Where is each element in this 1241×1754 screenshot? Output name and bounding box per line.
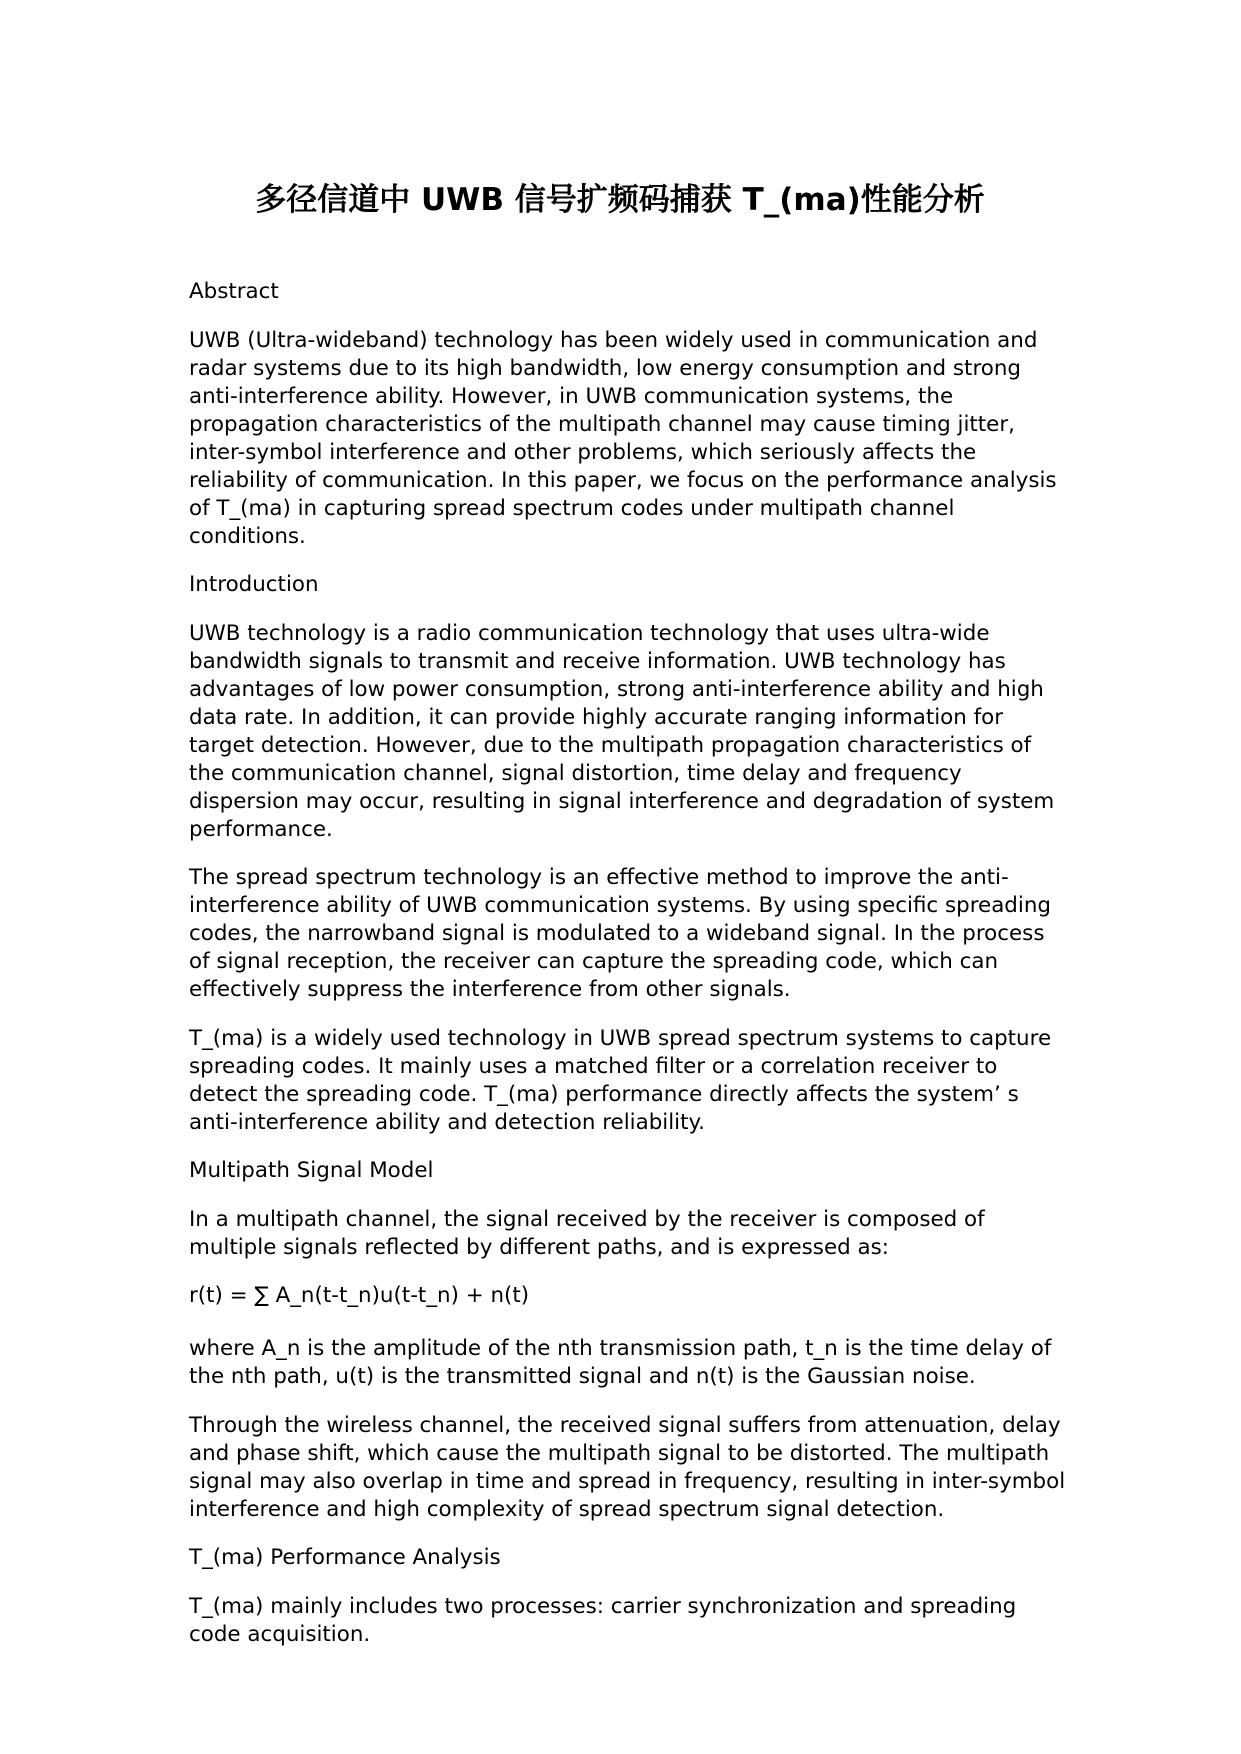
multipath-model-paragraph-2: where A_n is the amplitude of the nth transmission path, t_n is the time delay of the nth path, u(t) is the transmitted signal and n(t) is the Gaussian noise.	[189, 1336, 1052, 1389]
abstract-heading: Abstract	[189, 279, 279, 304]
introduction-heading: Introduction	[189, 572, 319, 597]
abstract-paragraph: UWB (Ultra-wideband) technology has been widely used in communication and radar systems due to its high bandwidth, low energy consumption and strong anti-interference ability. However, in UWB communication systems, the propagation characteristics of the multipath channel may cause timing jitter, inter-symbol interference and other problems, which seriously affects the reliability of communication. In this paper, we focus on the performance analysis of T_(ma) in capturing spread spectrum codes under multipath channel conditions.	[189, 327, 1057, 549]
multipath-model-paragraph-3: Through the wireless channel, the received signal suffers from attenuation, delay and phase shift, which cause the multipath signal to be distorted. The multipath signal may also overlap in time and spread in frequency, resulting in inter-symbol interference and high complexity of spread spectrum signal detection.	[189, 1412, 1066, 1522]
introduction-paragraph-1: UWB technology is a radio communication technology that uses ultra-wide bandwidth signals to transmit and receive information. UWB technology has advantages of low power consumption, strong anti-interference ability and high data rate. In addition, it can provide highly accurate ranging information for target detection. However, due to the multipath propagation characteristics of the communication channel, signal distortion, time delay and frequency dispersion may occur, resulting in signal interference and degradation of system performance.	[189, 620, 1055, 842]
multipath-model-paragraph-1: In a multipath channel, the signal received by the receiver is composed of multiple signals reflected by different paths, and is expressed as:	[189, 1206, 985, 1260]
performance-analysis-heading: T_(ma) Performance Analysis	[189, 1545, 501, 1570]
document-body	[189, 278, 1069, 1669]
document-title: 多径信道中 UWB 信号扩频码捕获 T_(ma)性能分析	[255, 182, 985, 218]
introduction-paragraph-3: T_(ma) is a widely used technology in UWB spread spectrum systems to capture spreading codes. It mainly uses a matched filter or a correlation receiver to detect the spreading code. T_(ma) performance directly affects the system’ s anti-interference ability and detection reliability.	[189, 1025, 1052, 1135]
multipath-model-heading: Multipath Signal Model	[189, 1158, 434, 1183]
introduction-paragraph-2: The spread spectrum technology is an effective method to improve the anti-interference ability of UWB communication systems. By using specific spreading codes, the narrowband signal is modulated to a wideband signal. In the process of signal reception, the receiver can capture the spreading code, which can effectively suppress the interference from other signals.	[189, 865, 1051, 1002]
performance-analysis-paragraph-1: T_(ma) mainly includes two processes: carrier synchronization and spreading code acquisition.	[189, 1593, 1017, 1647]
signal-formula: r(t) = ∑ A_n(t-t_n)u(t-t_n) + n(t)	[189, 1283, 530, 1308]
